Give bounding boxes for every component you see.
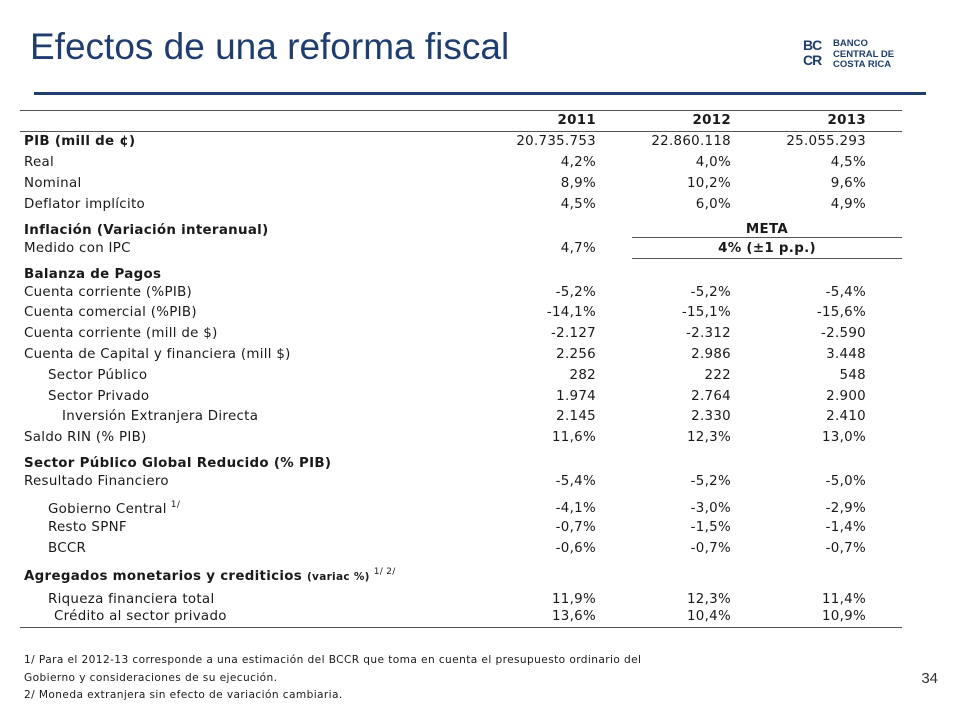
page-title: Efectos de una reforma fiscal xyxy=(30,26,510,67)
year-header: 2012 xyxy=(632,111,767,132)
footnotes xyxy=(24,652,894,705)
year-header: 2011 xyxy=(498,111,632,132)
footnote-ref: 1/ 2/ xyxy=(373,566,396,577)
table-row: Nominal 8,9% 10,2% 9,6% xyxy=(24,175,866,191)
logo-text: BANCO CENTRAL DE COSTA RICA xyxy=(833,38,895,70)
table-row: Crédito al sector privado 13,6% 10,4% 10,9% xyxy=(20,607,902,628)
footnote-1: 1/ Para el 2012-13 corresponde a una estimación del BCCR que toma en cuenta el presupuesto ordinario del xyxy=(24,654,642,666)
bccr-logo xyxy=(803,38,913,78)
table-row: Resto SPNF -0,7% -1,5% -1,4% xyxy=(48,519,866,535)
table-row: Balanza de Pagos xyxy=(24,266,162,282)
table-row: Saldo RIN (% PIB) 11,6% 12,3% 13,0% xyxy=(24,430,866,446)
table-row: BCCR -0,6% -0,7% -0,7% xyxy=(48,540,866,556)
table-row: Gobierno Central $^{1/}$ -4,1% -3,0% -2,9% xyxy=(48,499,866,517)
table-row: Inversión Extranjera Directa 2.145 2.330 2.410 xyxy=(62,409,866,425)
year-header: 2013 xyxy=(767,111,902,132)
footnote-1-continued: Gobierno y consideraciones de su ejecución. xyxy=(24,671,278,684)
table-row: Riqueza financiera total 11,9% 12,3% 11,4% xyxy=(48,591,866,607)
table-row: Sector Privado 1.974 2.764 2.900 xyxy=(48,388,866,404)
table-header-row xyxy=(20,111,902,132)
table-row: Agregados monetarios y crediticios (variac %) $^{1/ 2/}$ xyxy=(24,566,396,584)
table-row: Deflator implícito 4,5% 6,0% 4,9% xyxy=(24,196,866,212)
title-divider xyxy=(34,92,926,95)
table-row: Cuenta corriente (%PIB) -5,2% -5,2% -5,4% xyxy=(24,284,866,300)
table-row: Cuenta de Capital y financiera (mill $) 2.256 2.986 3.448 xyxy=(24,347,866,363)
meta-value: 4% (±1 p.p.) xyxy=(632,238,902,259)
table-row: PIB (mill de ¢) 20.735.753 22.860.118 25.055.293 xyxy=(20,131,902,152)
logo-mark: BC CR xyxy=(803,37,822,68)
table-row: Sector Público 282 222 548 xyxy=(48,367,866,383)
table-row: Sector Público Global Reducido (% PIB) xyxy=(24,456,332,472)
table-row: Inflación (Variación interanual) META xyxy=(20,214,902,238)
table-row: Cuenta comercial (%PIB) -14,1% -15,1% -15,6% xyxy=(24,305,866,321)
page-number: 34 xyxy=(921,670,938,687)
economic-indicators-table xyxy=(20,110,902,628)
table-row: Real 4,2% 4,0% 4,5% xyxy=(24,154,866,170)
footnote-ref: 1/ xyxy=(170,499,181,510)
table-row: Medido con IPC 4,7% 4% (±1 p.p.) xyxy=(20,238,902,259)
meta-header: META xyxy=(632,214,902,238)
footnote-2: 2/ Moneda extranjera sin efecto de variación cambiaria. xyxy=(24,689,343,701)
table-row: Cuenta corriente (mill de $) -2.127 -2.312 -2.590 xyxy=(24,326,866,342)
table-row: Resultado Financiero -5,4% -5,2% -5,0% xyxy=(24,474,866,490)
row-label: PIB (mill de ¢) xyxy=(24,134,136,150)
